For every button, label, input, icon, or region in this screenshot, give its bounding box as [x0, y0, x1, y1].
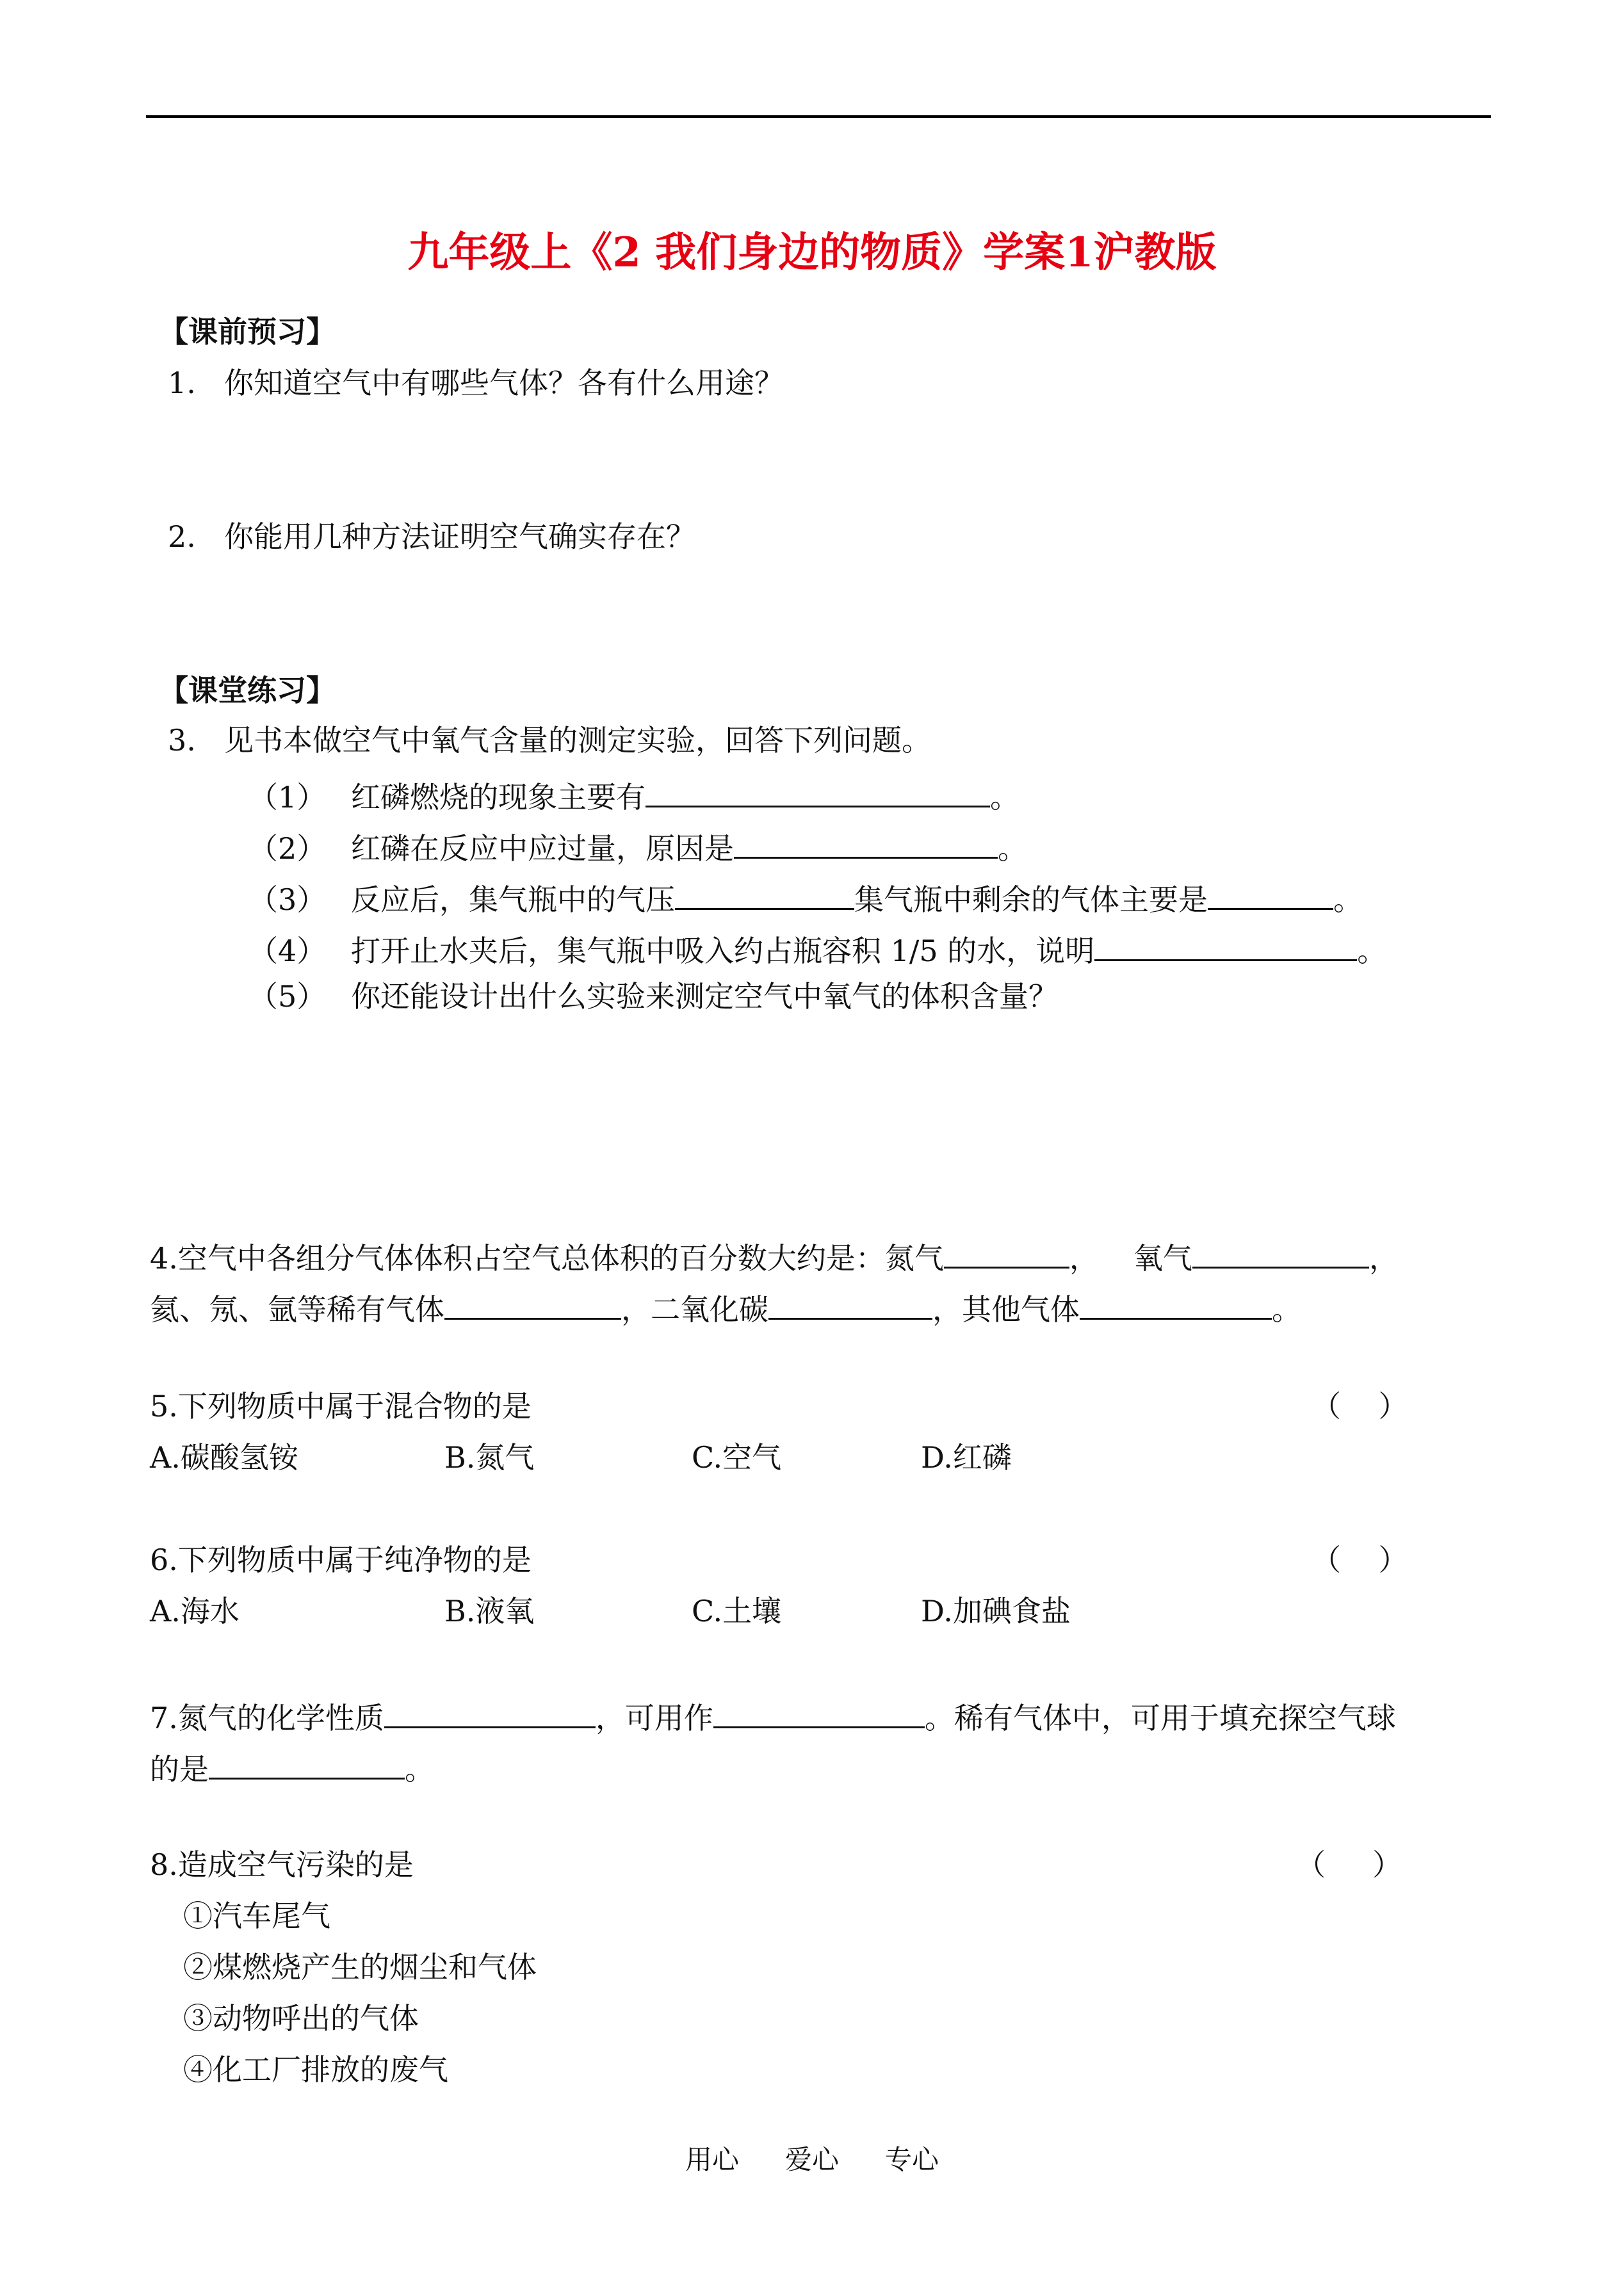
q6-option-b[interactable]: B.液氧 [444, 1594, 535, 1628]
q7-blank-use[interactable] [713, 1693, 925, 1728]
q3-item-3-text-a: 反应后，集气瓶中的气压 [351, 882, 675, 917]
q8-item-2: ②煤燃烧产生的烟尘和气体 [183, 1950, 537, 1984]
q3-item-4-end: 。 [1357, 934, 1387, 968]
q4-blank-nitrogen[interactable] [944, 1233, 1069, 1269]
q7-text-d: 的是 [150, 1752, 209, 1787]
question-3-text: 见书本做空气中氧气含量的测定实验，回答下列问题。 [224, 723, 931, 758]
q7-text-c: 。稀有气体中，可用于填充探空气球 [924, 1701, 1396, 1735]
q5-option-a[interactable]: A.碳酸氢铵 [150, 1440, 298, 1475]
q4-text-g: ，其他气体 [932, 1292, 1080, 1327]
q5-option-b[interactable]: B.氮气 [444, 1440, 535, 1475]
q3-item-1-label: （1） [248, 780, 327, 815]
q3-item-3 [248, 875, 1363, 919]
section-practice-heading: 【课堂练习】 [159, 673, 336, 708]
q5-option-d[interactable]: D.红磷 [921, 1440, 1012, 1475]
q3-item-3-blank-2[interactable] [1208, 875, 1333, 910]
q3-item-3-end: 。 [1333, 882, 1363, 917]
q4-blank-noble-gases[interactable] [444, 1285, 621, 1320]
q4-text-a: 4.空气中各组分气体体积占空气总体积的百分数大约是：氮气 [150, 1241, 944, 1276]
q3-item-3-label: （3） [248, 882, 327, 917]
q3-item-4-label: （4） [248, 934, 327, 968]
q6-option-d[interactable]: D.加碘食盐 [921, 1594, 1071, 1628]
q3-item-2 [248, 823, 1027, 868]
question-5-answer-paren[interactable]: （ ） [1311, 1389, 1408, 1423]
q6-option-c[interactable]: C.土壤 [692, 1594, 782, 1628]
q5-option-c[interactable]: C.空气 [692, 1440, 782, 1475]
question-5-stem: 5.下列物质中属于混合物的是 [150, 1389, 532, 1423]
q3-item-4-text: 打开止水夹后，集气瓶中吸入约占瓶容积 1/5 的水，说明 [351, 934, 1095, 968]
question-7-line-1 [150, 1693, 1396, 1737]
q4-blank-oxygen[interactable] [1192, 1233, 1369, 1269]
q4-text-c: 氧气 [1133, 1241, 1192, 1276]
q3-item-2-blank[interactable] [734, 823, 998, 859]
footer-word-2: 爱心 [784, 2144, 839, 2175]
q7-blank-balloon-gas[interactable] [209, 1744, 405, 1780]
preview-question-1-text: 你知道空气中有哪些气体？各有什么用途？ [224, 366, 784, 400]
question-8-stem: 8.造成空气污染的是 [150, 1847, 414, 1882]
preview-question-1-number: 1. [168, 366, 196, 400]
header-rule [146, 115, 1491, 118]
q4-text-b: ， [1069, 1241, 1099, 1276]
q3-item-2-label: （2） [248, 831, 327, 866]
preview-question-2-number: 2. [168, 519, 196, 554]
q3-item-5-label: （5） [248, 979, 327, 1014]
q3-item-1-end: 。 [990, 780, 1019, 815]
question-4-line-1 [150, 1233, 1399, 1277]
q4-text-f: ，二氧化碳 [621, 1292, 768, 1327]
q8-item-1: ①汽车尾气 [183, 1899, 330, 1933]
q3-item-1-blank[interactable] [646, 772, 990, 807]
page-footer [0, 2142, 1624, 2178]
q3-item-2-end: 。 [998, 831, 1027, 866]
q8-item-4: ④化工厂排放的废气 [183, 2052, 448, 2087]
q8-item-3: ③动物呼出的气体 [183, 2001, 419, 2036]
q4-blank-other[interactable] [1080, 1285, 1272, 1320]
question-6-answer-paren[interactable]: （ ） [1311, 1543, 1408, 1577]
q3-item-3-blank-1[interactable] [675, 875, 854, 910]
footer-word-1: 用心 [685, 2144, 739, 2175]
q3-item-5-text: 你还能设计出什么实验来测定空气中氧气的体积含量？ [351, 979, 1058, 1014]
q7-text-a: 7.氮气的化学性质 [150, 1701, 384, 1735]
q4-text-h: 。 [1272, 1292, 1301, 1327]
q3-item-5 [248, 977, 1058, 1016]
q4-blank-co2[interactable] [768, 1285, 932, 1320]
footer-word-3: 专心 [885, 2144, 939, 2175]
question-8-answer-paren[interactable]: （ ） [1296, 1847, 1402, 1882]
question-4-line-2 [150, 1285, 1301, 1329]
page-title: 九年级上《2 我们身边的物质》学案1沪教版 [407, 229, 1217, 277]
q4-text-d: ， [1368, 1241, 1399, 1276]
q3-item-1-text: 红磷燃烧的现象主要有 [351, 780, 646, 815]
section-preview-heading: 【课前预习】 [159, 314, 336, 349]
q3-item-4-blank[interactable] [1094, 926, 1357, 961]
q3-item-3-text-b: 集气瓶中剩余的气体主要是 [854, 882, 1208, 917]
q4-text-e: 氦、氖、氩等稀有气体 [150, 1292, 444, 1327]
preview-question-2-text: 你能用几种方法证明空气确实存在？ [224, 519, 695, 554]
q3-item-4 [248, 926, 1386, 970]
q7-text-e: 。 [405, 1752, 434, 1787]
q3-item-1 [248, 772, 1019, 816]
question-3-number: 3. [168, 723, 196, 758]
q7-blank-property[interactable] [384, 1693, 596, 1728]
question-6-stem: 6.下列物质中属于纯净物的是 [150, 1543, 532, 1577]
question-7-line-2 [150, 1744, 434, 1788]
q6-option-a[interactable]: A.海水 [150, 1594, 240, 1628]
q7-text-b: ，可用作 [595, 1701, 713, 1735]
q3-item-2-text: 红磷在反应中应过量，原因是 [351, 831, 734, 866]
